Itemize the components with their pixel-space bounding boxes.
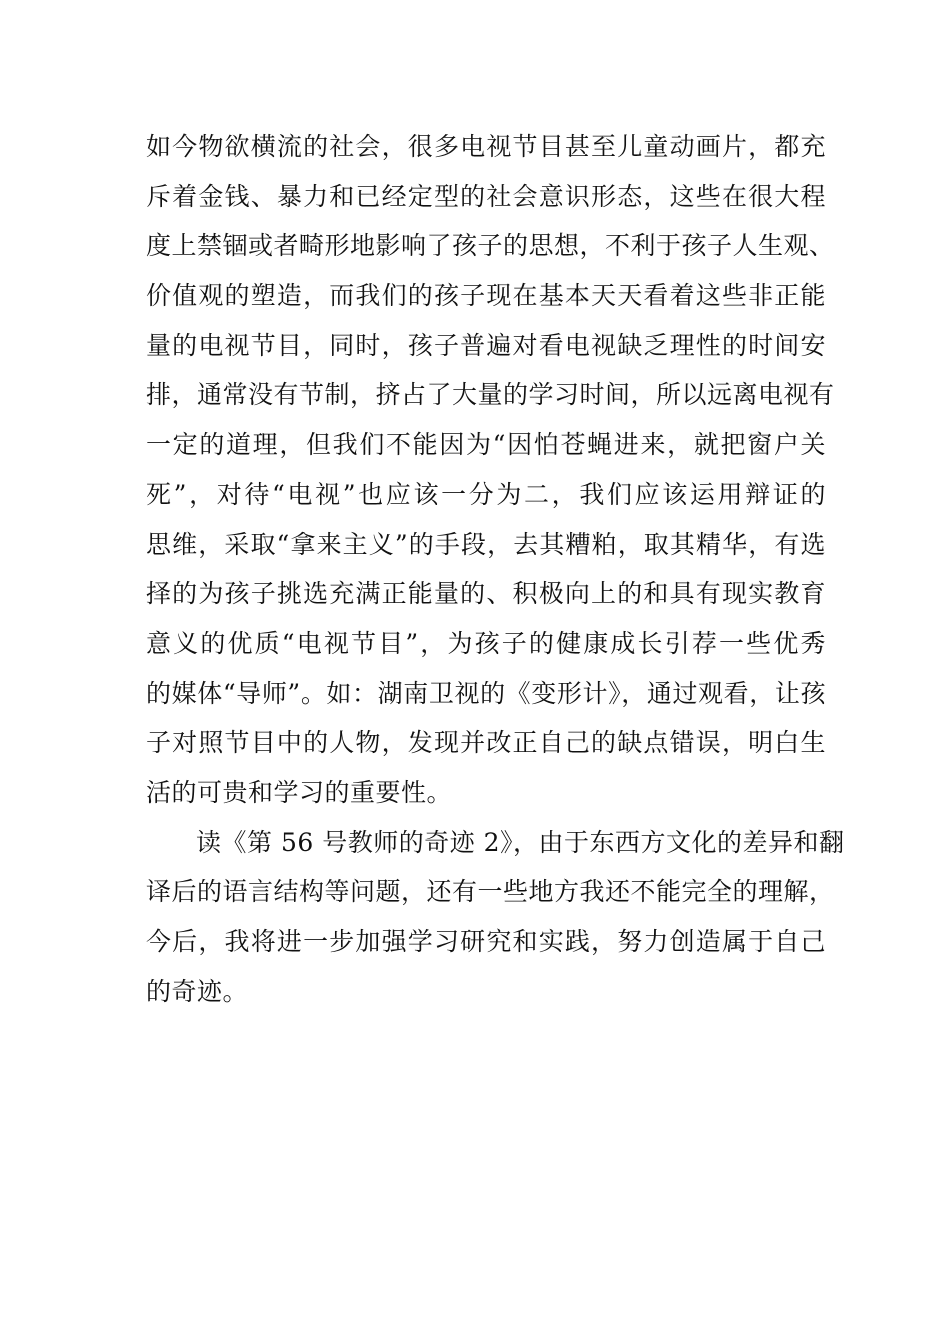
text-line: 意义的优质“电视节目”，为孩子的健康成长引荐一些优秀: [146, 628, 826, 658]
text-line: 价值观的塑造，而我们的孩子现在基本天天看着这些非正能: [146, 281, 826, 311]
text-line: 今后，我将进一步加强学习研究和实践，努力创造属于自己: [146, 927, 826, 956]
text-line: 度上禁锢或者畸形地影响了孩子的思想，不利于孩子人生观、: [146, 231, 835, 261]
text-line: 译后的语言结构等问题，还有一些地方我还不能完全的理解，: [146, 877, 835, 907]
paragraph-1: [146, 122, 835, 818]
text-line: 量的电视节目，同时，孩子普遍对看电视缺乏理性的时间安: [146, 330, 826, 360]
text-line: 读《第 56 号教师的奇迹 2》，由于东西方文化的差异和翻: [196, 827, 845, 857]
text-line: 子对照节目中的人物，发现并改正自己的缺点错误，明白生: [146, 728, 826, 758]
text-line: 活的可贵和学习的重要性。: [146, 777, 453, 807]
text-line: 一定的道理，但我们不能因为“因怕苍蝇进来，就把窗户关: [146, 430, 826, 460]
text-line: 排，通常没有节制，挤占了大量的学习时间，所以远离电视有: [146, 380, 835, 410]
text-line: 的媒体“导师”。如：湖南卫视的《变形计》，通过观看，让孩: [146, 678, 826, 708]
paragraph-2: [146, 818, 845, 1017]
text-line: 死”，对待“电视”也应该一分为二，我们应该运用辩证的: [146, 479, 826, 509]
text-line: 如今物欲横流的社会，很多电视节目甚至儿童动画片，都充: [146, 132, 826, 161]
text-line: 思维，采取“拿来主义”的手段，去其糟粕，取其精华，有选: [146, 529, 826, 559]
text-line: 的奇迹。: [146, 976, 249, 1006]
text-line: 斥着金钱、暴力和已经定型的社会意识形态，这些在很大程: [146, 181, 826, 211]
document-body: [146, 122, 845, 1016]
text-line: 择的为孩子挑选充满正能量的、积极向上的和具有现实教育: [146, 579, 826, 609]
